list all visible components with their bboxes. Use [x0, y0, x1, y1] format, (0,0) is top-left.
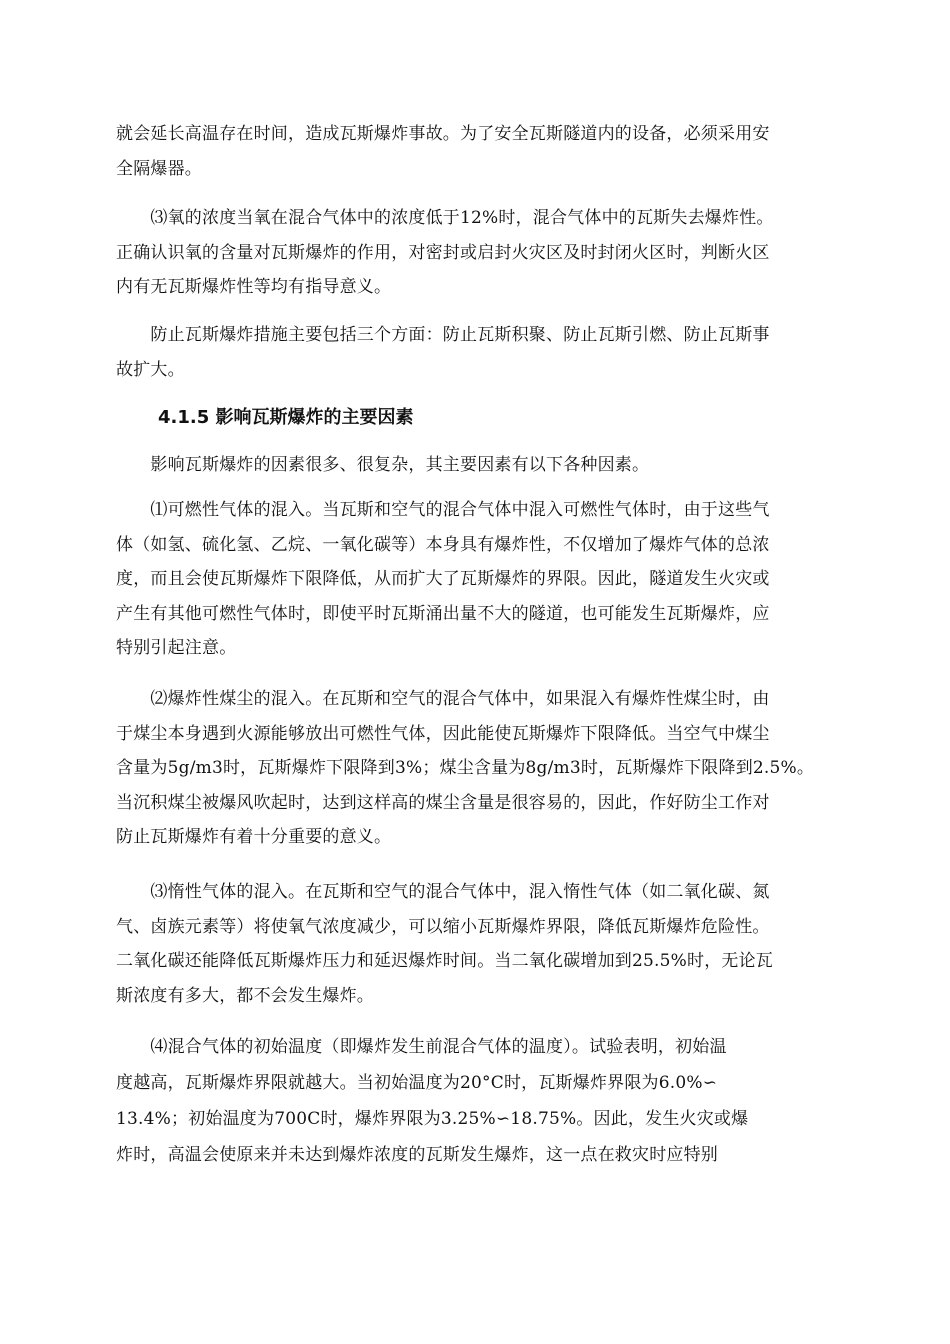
text-line: 内有无瓦斯爆炸性等均有指导意义。	[116, 277, 392, 297]
text-line: 就会延长高温存在时间，造成瓦斯爆炸事故。为了安全瓦斯隧道内的设备，必须采用安	[116, 124, 770, 144]
paragraph-coal-dust	[116, 682, 851, 855]
text-line: 含量为5g/m3时，瓦斯爆炸下限降到3%；煤尘含量为8g/m3时，瓦斯爆炸下限降到2.5%。	[116, 758, 815, 778]
text-line: ⑵爆炸性煤尘的混入。在瓦斯和空气的混合气体中，如果混入有爆炸性煤尘时，由	[116, 689, 770, 709]
text-line: 防止瓦斯爆炸有着十分重要的意义。	[116, 827, 392, 847]
text-line: 正确认识氧的含量对瓦斯爆炸的作用，对密封或启封火灾区及时封闭火区时，判断火区	[116, 242, 770, 263]
paragraph-initial-temperature	[116, 1029, 806, 1173]
text-line: 于煤尘本身遇到火源能够放出可燃性气体，因此能使瓦斯爆炸下限降低。当空气中煤尘	[116, 723, 770, 744]
text-line: 13.4%；初始温度为700C时，爆炸界限为3.25%∽18.75%。因此，发生火灾或爆	[116, 1109, 749, 1129]
paragraph-intro	[116, 448, 851, 483]
section-heading: 4.1.5 影响瓦斯爆炸的主要因素	[158, 407, 414, 428]
text-line: 二氧化碳还能降低瓦斯爆炸压力和延迟爆炸时间。当二氧化碳增加到25.5%时，无论瓦	[116, 951, 774, 971]
text-line: 产生有其他可燃性气体时，即使平时瓦斯涌出量不大的隧道，也可能发生瓦斯爆炸，应	[116, 603, 770, 624]
text-line: 体（如氢、硫化氢、乙烷、一氧化碳等）本身具有爆炸性，不仅增加了爆炸气体的总浓	[116, 534, 770, 555]
text-line: ⑷混合气体的初始温度（即爆炸发生前混合气体的温度）。试验表明，初始温	[116, 1037, 727, 1057]
text-line: 度，而且会使瓦斯爆炸下限降低，从而扩大了瓦斯爆炸的界限。因此，隧道发生火灾或	[116, 569, 770, 589]
text-line: 故扩大。	[116, 359, 185, 380]
text-line: 影响瓦斯爆炸的因素很多、很复杂，其主要因素有以下各种因素。	[116, 455, 650, 475]
text-line: ⑶惰性气体的混入。在瓦斯和空气的混合气体中，混入惰性气体（如二氧化碳、氮	[116, 882, 770, 902]
text-line: 炸时，高温会使原来并未达到爆炸浓度的瓦斯发生爆炸，这一点在救灾时应特别	[116, 1145, 718, 1165]
text-line: ⑶氧的浓度当氧在混合气体中的浓度低于12%时，混合气体中的瓦斯失去爆炸性。	[116, 208, 774, 228]
text-line: 当沉积煤尘被爆风吹起时，达到这样高的煤尘含量是很容易的，因此，作好防尘工作对	[116, 792, 770, 813]
text-line: 全隔爆器。	[116, 158, 202, 179]
text-line: 度越高，瓦斯爆炸界限就越大。当初始温度为20°C时，瓦斯爆炸界限为6.0%∽	[116, 1073, 718, 1093]
text-line: 特别引起注意。	[116, 638, 237, 658]
text-line: ⑴可燃性气体的混入。当瓦斯和空气的混合气体中混入可燃性气体时，由于这些气	[116, 500, 770, 520]
paragraph-oxygen	[116, 201, 851, 305]
paragraph-continuation	[116, 117, 851, 186]
paragraph-prevention	[116, 318, 851, 387]
text-line: 防止瓦斯爆炸措施主要包括三个方面：防止瓦斯积聚、防止瓦斯引燃、防止瓦斯事	[116, 325, 770, 345]
text-line: 斯浓度有多大，都不会发生爆炸。	[116, 985, 374, 1006]
paragraph-combustible-gas	[116, 493, 851, 666]
paragraph-inert-gas	[116, 875, 851, 1013]
text-line: 气、卤族元素等）将使氧气浓度减少，可以缩小瓦斯爆炸界限，降低瓦斯爆炸危险性。	[116, 916, 770, 937]
